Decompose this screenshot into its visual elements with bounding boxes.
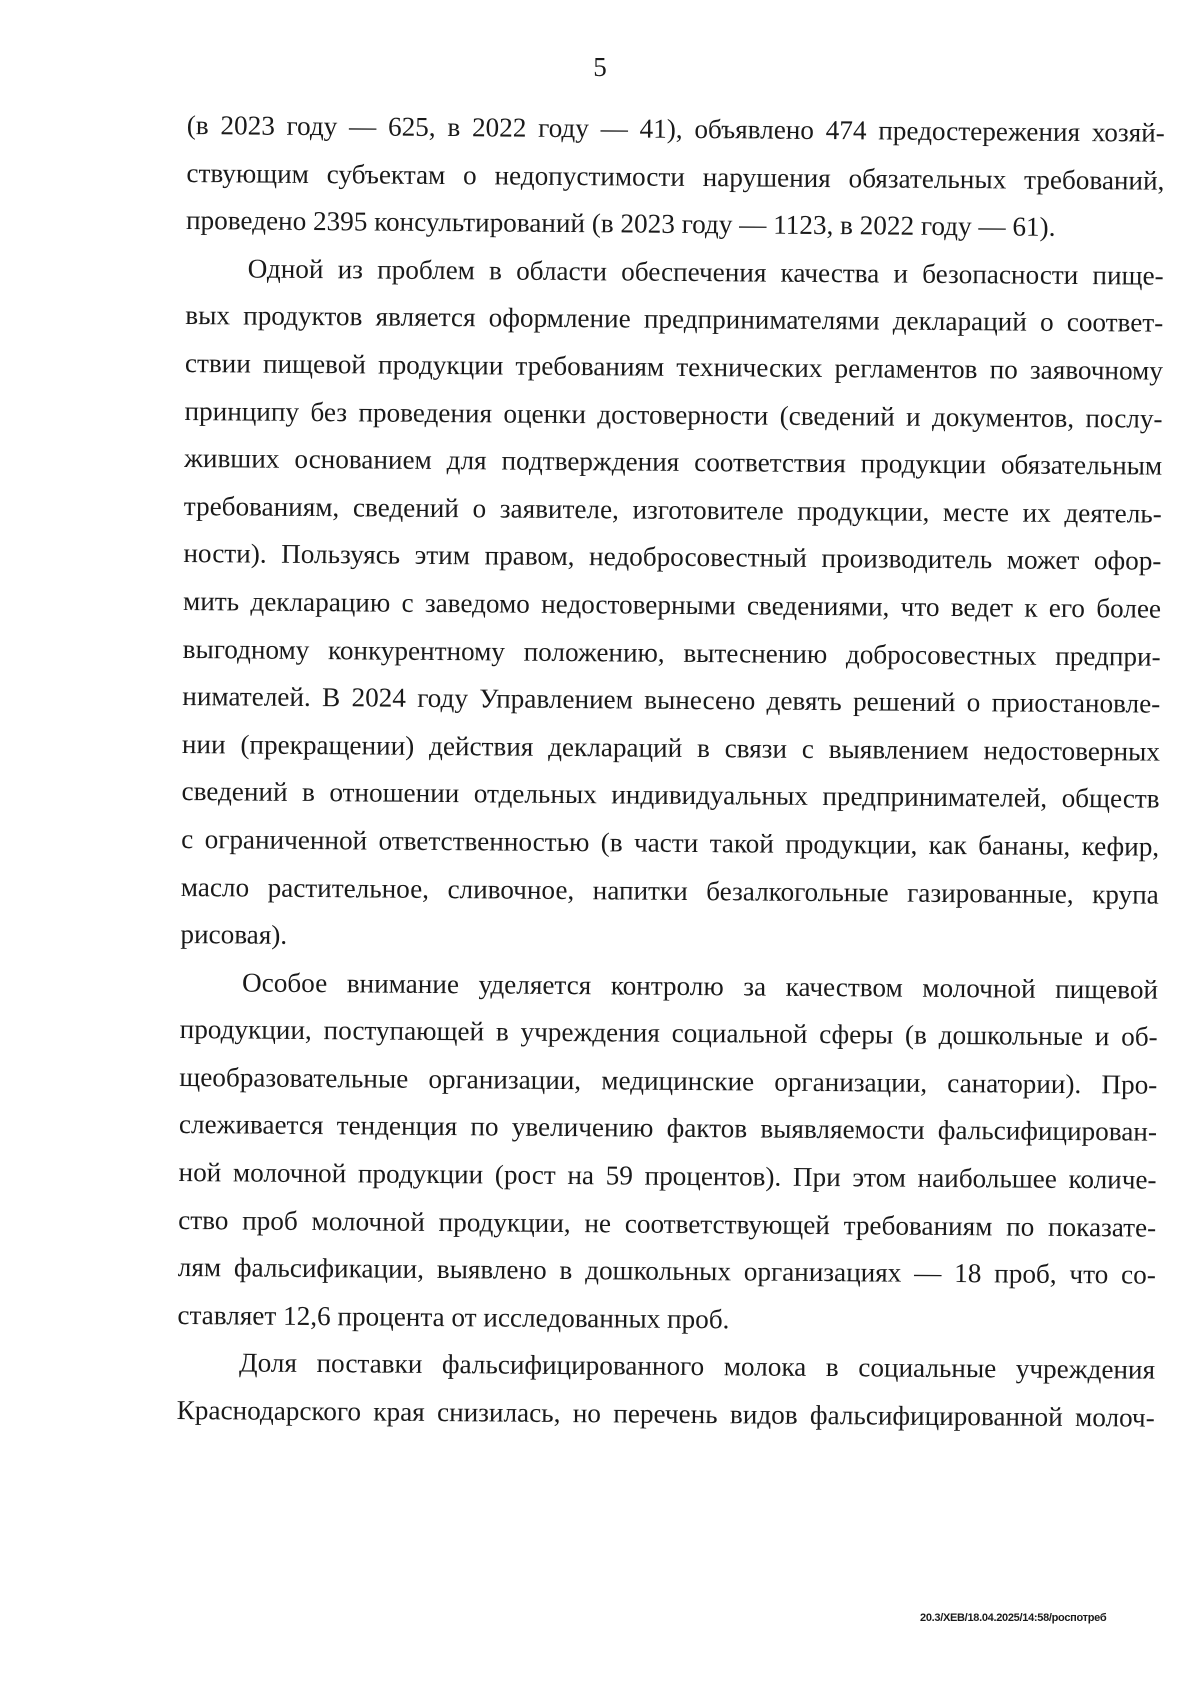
text-line: щеобразовательные организации, медицинские организации, санатории). Про- <box>179 1061 1158 1100</box>
text-line: вых продуктов является оформление предпринимателями деклараций о соответ- <box>185 300 1164 339</box>
text-line: проведено 2395 консультирований (в 2023 году — 1123, в 2022 году — 61). <box>185 205 1056 243</box>
document-registration-stamp: 20.3/ХЕВ/18.04.2025/14:58/роспотреб <box>920 1612 1107 1624</box>
text-line: ставляет 12,6 процента от исследованных проб. <box>177 1299 730 1335</box>
text-line: Особое внимание уделяется контролю за качеством молочной пищевой <box>241 967 1159 1005</box>
text-line: ности). Пользуясь этим правом, недобросовестный производитель может офор- <box>183 538 1162 577</box>
text-line: рисовая). <box>180 919 288 950</box>
text-line: нимателей. В 2024 году Управлением вынесено девять решений о приостановле- <box>182 681 1161 719</box>
text-line: Одной из проблем в области обеспечения качества и безопасности пище- <box>247 253 1164 291</box>
text-line: ствующим субъектам о недопустимости нарушения обязательных требований, <box>186 157 1165 196</box>
paragraph-2 <box>180 245 1164 967</box>
text-line: нии (прекращении) действия деклараций в связи с выявлением недостоверных <box>181 728 1161 767</box>
text-line: Доля поставки фальсифицированного молока в социальные учреждения <box>238 1347 1156 1386</box>
body-text <box>177 102 1165 1442</box>
text-line: продукции, поступающей в учреждения социальной сферы (в дошкольные и об- <box>179 1014 1158 1052</box>
text-line: принципу без проведения оценки достоверности (сведений и документов, послу- <box>184 395 1163 434</box>
paragraph-1 <box>186 102 1165 252</box>
text-line: с ограниченной ответственностью (в части такой продукции, как бананы, кефир, <box>181 823 1160 862</box>
text-line: ствии пищевой продукции требованиям технических регламентов по заявочному <box>184 347 1164 386</box>
text-line: масло растительное, сливочное, напитки безалкогольные газированные, крупа <box>180 871 1159 910</box>
text-line: сведений в отношении отдельных индивидуальных предпринимателей, обществ <box>181 776 1160 814</box>
text-line: выгодному конкурентному положению, вытеснению добросовестных предпри- <box>182 633 1161 672</box>
paragraph-4 <box>177 1339 1156 1442</box>
text-line: лям фальсификации, выявлено в дошкольных организациях — 18 проб, что со- <box>177 1252 1156 1290</box>
text-line: ство проб молочной продукции, не соответствующей требованиям по показате- <box>178 1204 1157 1243</box>
text-line: требованиям, сведений о заявителе, изготовителе продукции, месте их деятель- <box>183 490 1162 529</box>
text-line: мить декларацию с заведомо недостоверными сведениями, что ведет к его более <box>182 585 1162 624</box>
text-line: (в 2023 году — 625, в 2022 году — 41), объявлено 474 предостережения хозяй- <box>186 109 1165 148</box>
text-line: Краснодарского края снизилась, но перечень видов фальсифицированной молоч- <box>176 1394 1155 1433</box>
page-number: 5 <box>593 52 607 82</box>
text-line: ной молочной продукции (рост на 59 процентов). При этом наибольшее количе- <box>178 1157 1157 1195</box>
paragraph-3 <box>177 959 1158 1347</box>
text-line: живших основанием для подтверждения соответствия продукции обязательным <box>184 443 1163 481</box>
text-line: слеживается тенденция по увеличению фактов выявляемости фальсифицирован- <box>178 1109 1158 1148</box>
